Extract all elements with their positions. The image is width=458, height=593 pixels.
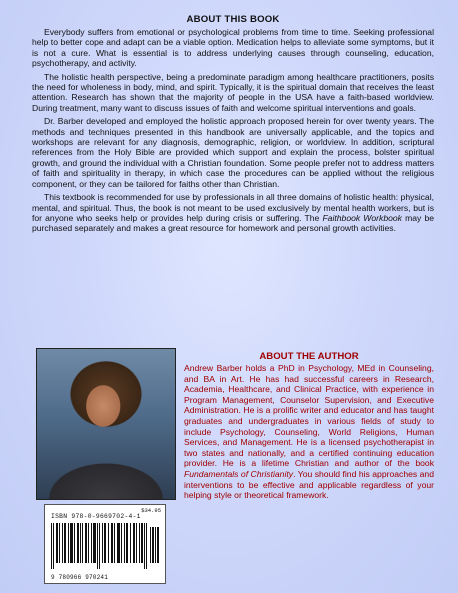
author-book-title: Fundamentals of Christianity bbox=[184, 468, 294, 479]
author-photo bbox=[36, 348, 176, 500]
paragraph-4-text-start: This textbook is recommended for use by professionals in all three domains of holistic health: physical, mental, and spiritual. Thus, the book is not meant to be used exclusively by mental health workers, but is for anyone who seeks help or provides help during crisis or suffering. The bbox=[32, 192, 434, 223]
author-bio-text-end: . You should find his approaches and interventions to be effective and applicable regardless of your helping style or theoretical framework. bbox=[184, 468, 434, 501]
about-author-heading: ABOUT THE AUTHOR bbox=[259, 351, 359, 362]
about-book-heading: ABOUT THIS BOOK bbox=[186, 14, 280, 25]
about-book-section bbox=[32, 14, 434, 237]
barcode-price: $34.95 bbox=[141, 507, 161, 514]
isbn-number: ISBN 978-0-9669702-4-1 bbox=[51, 513, 141, 520]
barcode-digits: 9 780966 970241 bbox=[51, 574, 109, 581]
workbook-title: Faithbook Workbook bbox=[322, 212, 402, 223]
about-book-paragraph-3: Dr. Barber developed and employed the holistic approach proposed herein for over twenty years. The methods and techniques presented in this handbook are universally applicable, and the topics and workshops are relevant for any diagnosis, demographic, religion, or worldview. In addition, scriptural references from the Holy Bible are provided which support and explain the process, bolster spiritual growth, and ground the individual with a Christian foundation. Some people prefer not to address matters of faith and spirituality in therapy, in which case the procedures can be applied without the religious component, or they can be tailored for faiths other than Christian. bbox=[32, 116, 434, 189]
about-book-paragraph-2: The holistic health perspective, being a predominate paradigm among healthcare practitioners, posits the need for wholeness in body, mind, and spirit. Typically, it is the spiritual domain that receives the least attention. Research has shown that the majority of people in the USA have a faith-based worldview. During treatment, many want to discuss issues of faith and welcome spiritual interventions and goals. bbox=[32, 71, 434, 113]
barcode-bars bbox=[51, 523, 159, 569]
about-book-paragraph-4 bbox=[32, 192, 434, 234]
isbn-barcode bbox=[44, 504, 166, 584]
about-author-section bbox=[184, 351, 434, 501]
paragraph-4-text-end: may be purchased separately and makes a great resource for homework and personal growth activities. bbox=[32, 212, 434, 234]
about-book-paragraph-1: Everybody suffers from emotional or psychological problems from time to time. Seeking professional help to better cope and adapt can be a viable option. Medication helps to alleviate some symptoms, but it is not a cure. What is essential is to address underlying causes through counseling, education, psychotherapy, and activity. bbox=[32, 27, 434, 69]
author-bio-text-start: Andrew Barber holds a PhD in Psychology, MEd in Counseling, and BA in Art. He has had successful careers in Research, Academia, Healthcare, and Clinical Practice, with experience in Program Management, Counselor Supervision, and Executive Administration. He is a prolific writer and educator and has taught graduates and undergraduates in various fields of study to include Psychology, Counseling, World Religions, Human Services, and Management. He is a licensed psychotherapist in two states and nationally, and a certified continuing education provider. He is a lifetime Christian and author of the book bbox=[184, 363, 434, 469]
author-bio bbox=[184, 363, 434, 501]
